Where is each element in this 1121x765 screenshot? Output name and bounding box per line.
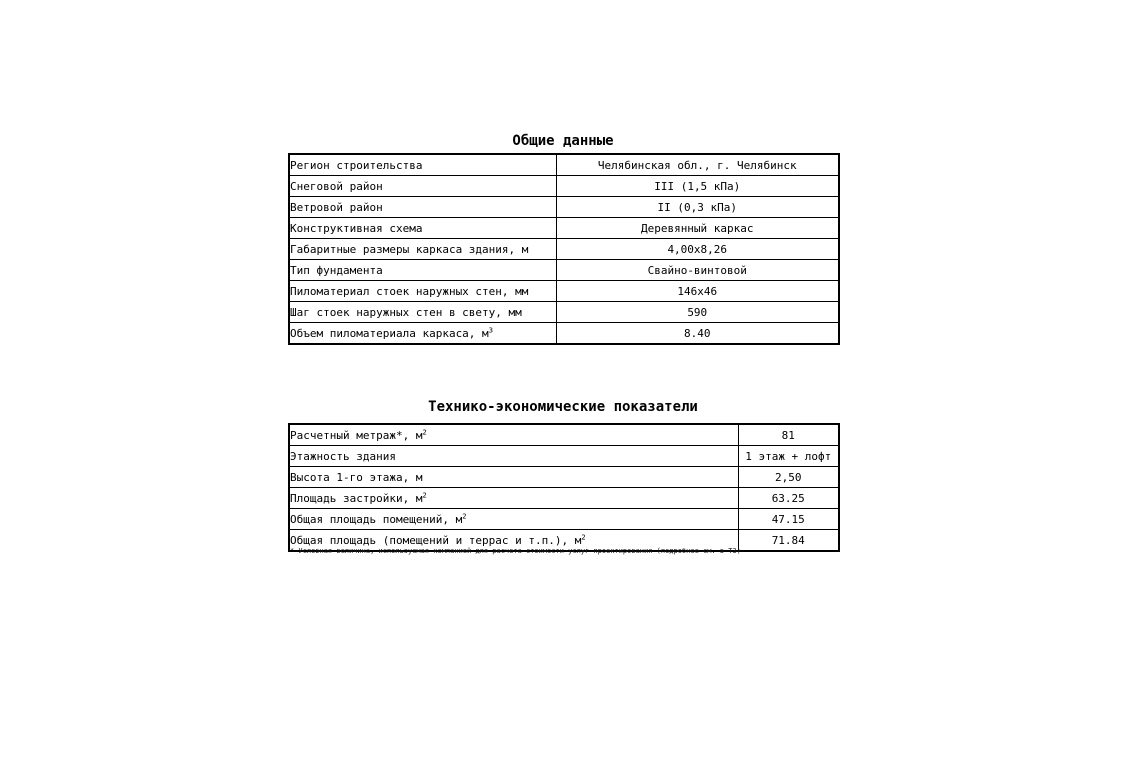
footnote: * Условная величина, используемая компанией для расчета стоимости услуг проектирования (подробнее см. в ТЗ) [290, 547, 741, 555]
tech-indicators-title: Технико-экономические показатели [428, 399, 698, 415]
row-label: Общая площадь помещений, $м^2$ [289, 509, 738, 530]
row-value: 146x46 [556, 281, 839, 302]
row-value: 47.15 [738, 509, 839, 530]
table-row [289, 323, 839, 345]
row-value: 4,00x8,26 [556, 239, 839, 260]
table-row [289, 281, 839, 302]
row-label: Общая площадь (помещений и террас и т.п.), $м^2$ [289, 530, 738, 552]
row-value: 1 этаж + лофт [738, 446, 839, 467]
table-row [289, 260, 839, 281]
row-value: 63.25 [738, 488, 839, 509]
row-label: Пиломатериал стоек наружных стен, мм [289, 281, 556, 302]
superscript: 2 [462, 511, 467, 520]
row-label: Ветровой район [289, 197, 556, 218]
row-label: Снеговой район [289, 176, 556, 197]
table-row [289, 446, 839, 467]
general-data-title: Общие данные [512, 133, 614, 149]
row-value: 590 [556, 302, 839, 323]
row-label: Регион строительства [289, 154, 556, 176]
row-label: Площадь застройки, $м^2$ [289, 488, 738, 509]
table-row [289, 197, 839, 218]
table-row [289, 424, 839, 446]
tech-indicators-table [288, 423, 840, 552]
table-row [289, 467, 839, 488]
table-row [289, 154, 839, 176]
row-label: Высота 1-го этажа, м [289, 467, 738, 488]
row-value: II (0,3 кПа) [556, 197, 839, 218]
row-value: 8.40 [556, 323, 839, 345]
row-label: Расчетный метраж*, $м^2$ [289, 424, 738, 446]
row-label: Объем пиломатериала каркаса, $м^3$ [289, 323, 556, 345]
row-label: Шаг стоек наружных стен в свету, мм [289, 302, 556, 323]
table-row [289, 176, 839, 197]
table-row [289, 239, 839, 260]
row-value: Свайно-винтовой [556, 260, 839, 281]
row-value: 81 [738, 424, 839, 446]
superscript: 3 [488, 325, 493, 334]
table-row [289, 302, 839, 323]
table-row [289, 509, 839, 530]
row-label: Тип фундамента [289, 260, 556, 281]
table-row [289, 488, 839, 509]
superscript: 2 [422, 427, 427, 436]
row-value: 2,50 [738, 467, 839, 488]
row-label: Этажность здания [289, 446, 738, 467]
row-value: Деревянный каркас [556, 218, 839, 239]
row-value: Челябинская обл., г. Челябинск [556, 154, 839, 176]
row-label: Конструктивная схема [289, 218, 556, 239]
row-value: III (1,5 кПа) [556, 176, 839, 197]
row-label: Габаритные размеры каркаса здания, м [289, 239, 556, 260]
general-data-table [288, 153, 840, 345]
superscript: 2 [422, 490, 427, 499]
row-value: 71.84 [738, 530, 839, 552]
superscript: 2 [581, 532, 586, 541]
table-row [289, 218, 839, 239]
